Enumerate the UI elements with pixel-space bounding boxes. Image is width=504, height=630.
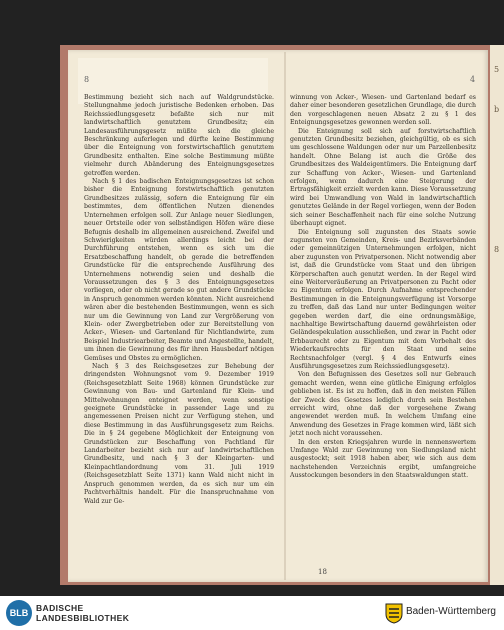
printer-signature: 18	[318, 568, 327, 576]
next-page-mark: 5	[494, 65, 500, 74]
library-name-line1: BADISCHE	[36, 603, 84, 613]
right-column	[290, 94, 476, 481]
state-name[interactable]: Baden-Württemberg	[405, 606, 496, 617]
paragraph: Die Enteignung soll zugunsten des Staats sowie zugunsten von Gemeinden, Kreis- und Bezirksverbänden oder gemeinnützigen Unternehmungen erfolgen, nicht aber zugunsten von Privatpersonen. Nicht notwendig aber ist, daß die Grundstücke vom Staat und den übrigen Körperschaften auch genutzt werden. In der Regel wird eine Weiterveräußerung an Privatpersonen zu Pacht oder zu Eigentum erfolgen. Durch Aufnahme entsprechender Bestimmungen in die Enteignungsverfügung ist Vorsorge zu treffen, daß das Land nur unter Bedingungen weiter gegeben werden darf, die eine ordnungsmäßige, nachhaltige Bewirtschaftung dauernd gewährleisten oder Geländespekulation ausschließen, und zwar in Pacht oder Erbbaurecht oder zu Eigentum mit dem Vorbehalt des Wiederkaufsrechts für den Staat und seine Rechtsnachfolger (vergl. § 4 des Entwurfs eines Ausführungsgesetzes zum Reichssiedlungsgesetz).	[290, 228, 476, 370]
blb-logo-icon[interactable]: BLB	[6, 600, 32, 626]
library-footer	[0, 596, 504, 630]
left-page-number: 8	[84, 75, 90, 84]
paragraph: In den ersten Kriegsjahren wurde in nennenswertem Umfange Wald zur Gewinnung von Siedlungsland nicht ausgestockt; seit 1918 haben aber, wie sich aus dem nachstehenden Verzeichnis ergibt, umfangreiche Ausstockungen besonders in den Staatswaldungen statt.	[290, 438, 476, 480]
next-page-edge	[490, 45, 504, 585]
next-page-mark: b	[494, 105, 500, 114]
library-name[interactable]	[36, 603, 129, 623]
left-column	[84, 94, 274, 506]
column-gutter	[284, 52, 286, 580]
paragraph: Nach § 3 des Reichsgesetzes zur Behebung der dringendsten Wohnungsnot vom 9. Dezember 1919 (Reichsgesetzblatt Seite 1968) können Grundstücke zur Gewinnung von Bau- und Gartenland für Klein- und Mittelwohnungen enteignet werden, wenn sonstige geeignete Grundstücke in passender Lage und zu angemessenen Preisen nicht zur Verfügung stehen, und diese Bestimmung in das Ausführungsgesetz zum Reichs. Die in § 24 gegebene Möglichkeit der Enteignung von Grundstücken zur Beschaffung von Pachtland für Landarbeiter bezieht sich nur auf landwirtschaftlichen Grundbesitz, und nach § 3 der Kleingarten- und Kleinpachtlandordnung vom 31. Juli 1919 (Reichsgesetzblatt Seite 1371) kann Wald nicht nicht in Anspruch genommen werden, da es sich nur um ein Pachtverhältnis handelt. Für die Inanspruchnahme von Wald zur Ge-	[84, 363, 274, 505]
paragraph: winnung von Acker-, Wiesen- und Gartenland bedarf es daher einer besonderen gesetzlichen Grundlage, die durch den vorgeschlagenen neuen Absatz 2 zu § 1 des Enteignungsgesetzes gewonnen werden soll.	[290, 94, 476, 127]
next-page-mark: 8	[494, 245, 500, 254]
paragraph: Nach § 1 des badischen Enteignungsgesetzes ist schon bisher die Enteignung forstwirtschaftlich genutzten Grundbesitzes zulässig, sofern die Enteignung für ein bestimmtes, dem öffentlichen Nutzen dienendes Unternehmen erfolgen soll. Zur Anlage neuer Siedlungen, neuer Ortsteile oder von selbständigen Höfen wäre diese Befugnis deshalb im allgemeinen ausreichend. Zweifel und Schwierigkeiten würden allerdings leicht bei der Durchführung entstehen, wenn es sich um die Ersatzbeschaffung handelt, ob gerade die betreffenden Grundstücke für die entsprechende Ausführung des Unternehmens notwendig seien und deshalb die Voraussetzungen des § 3 des Enteignungsgesetzes vorliegen, oder ob nicht gerade so gut andere Grundstücke in Anspruch genommen werden könnten. Nicht ausreichend wären aber die bestehenden Bestimmungen, wenn es sich nur um die Gewinnung von Land zur Vergrößerung von Klein- oder Zwergbetrieben oder zur Bereitstellung von Acker-, Wiesen- und Gartenland für Nichtlandwirte, zum Beispiel Industriearbeiter, Beamte und Angestellte, handelt, um ihnen die Gewinnung des für ihren Hausbedarf nötigen Gemüses und Obstes zu ermöglichen.	[84, 178, 274, 362]
paragraph: Bestimmung bezieht sich nach auf Waldgrundstücke. Stellungnahme jedoch juristische Bedenken erhoben. Das Reichssiedlungsgesetz befaßte sich nur mit landwirtschaftlich genutztem Grundbesitz; ein Landesausführungsgesetz müßte sich die gleiche Beschränkung auferlegen und dürfte keine Bestimmung über die Enteignung von forstwirtschaftlich genutztem Grundbesitz enthalten. Eine solche Bestimmung müßte vielmehr durch Abänderung des Enteignungsgesetzes getroffen werden.	[84, 94, 274, 177]
baden-wuerttemberg-crest-icon	[384, 602, 404, 624]
right-page-number: 4	[470, 75, 476, 84]
paragraph: Von den Befugnissen des Gesetzes soll nur Gebrauch gemacht werden, wenn eine gütliche Einigung erfolglos geblieben ist. Es ist zu hoffen, daß in den meisten Fällen der Zweck des Gesetzes lediglich durch sein Bestehen erreicht wird, ohne daß der vorgesehene Zwang angewendet werden muß. In welchem Umfang eine Anwendung des Gesetzes in Frage kommen wird, läßt sich jetzt noch nicht voraussehen.	[290, 371, 476, 438]
paragraph: Die Enteignung soll sich auf forstwirtschaftlich genutzten Grundbesitz beziehen, gleichgültig, ob es sich um geschlossene Waldungen oder nur um Parzellenbesitz handelt. Ohne Belang ist auch die Größe des Grundbesitzes des Waldeigentümers. Die Enteignung darf zur Schaffung von Acker-, Wiesen- und Gartenland erfolgen, wenn dadurch eine Steigerung der Ertragsfähigkeit erzielt werden kann. Diese Voraussetzung wird bei Umwandlung von Wald in landwirtschaftlich genutztes Gelände in der Regel vorliegen, wenn der Boden sich seiner Beschaffenheit nach für eine solche Nutzung überhaupt eignet.	[290, 127, 476, 228]
library-name-line2: LANDESBIBLIOTHEK	[36, 613, 130, 623]
